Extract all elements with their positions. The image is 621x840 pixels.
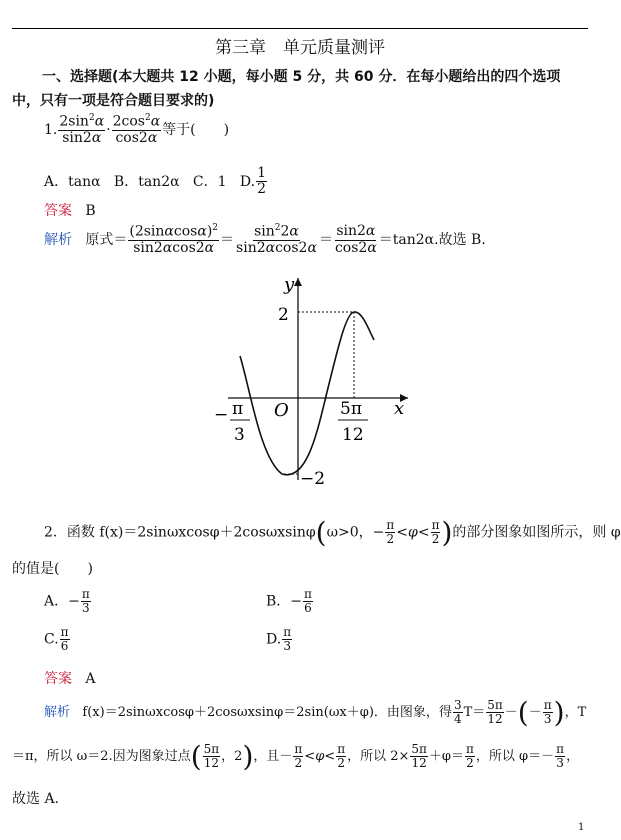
page-number: 1 <box>578 822 585 833</box>
q1-frac-1: $\frac{2\sin^2\alpha}{\sin 2\alpha}$ <box>59 113 105 147</box>
function-graph <box>208 268 422 489</box>
section-heading-line2: 中，只有一项是符合题目要求的) <box>12 93 215 109</box>
y-axis-label: y <box>284 274 295 295</box>
q2-stem-line2: 的值是( ) <box>12 561 93 577</box>
right-tick-num: 5π <box>340 399 362 419</box>
answer-label: 答案 <box>44 203 72 219</box>
analysis-label: 解析 <box>44 232 72 249</box>
answer-value: B <box>85 203 96 219</box>
answer-label: 答案 <box>44 671 72 687</box>
q2-analysis-line3: 故选 A. <box>12 791 60 807</box>
q1-options <box>44 166 268 198</box>
q1-stem: 1. $\frac{2\sin^2\alpha}{\sin 2\alpha}$ · $\frac{2\cos^2\alpha}{\cos 2\alpha}$ 等于( ) <box>44 113 230 147</box>
q2-option-c[interactable]: C. $\frac{\pi}{6}$ <box>44 625 69 654</box>
q2-stem: 2．函数 f(x)＝2sinωxcosφ＋2cosωxsinφ(ω>0，− $\frac{\pi}{2}$ <φ< $\frac{\pi}{2}$ )的部分图象如图所示，则 φ <box>44 516 621 549</box>
analysis-label: 解析 <box>44 705 71 720</box>
y-axis-arrow <box>294 278 302 286</box>
q2-analysis-line1: 解析 f(x)＝2sinωxcosφ＋2cosωxsinφ＝2sin(ωx＋φ)．由图象，得 $\frac{3}{4}$ T＝ $\frac{5\pi}{12}$ －(－ $\frac{\pi}{3}$ )，T <box>44 696 587 729</box>
left-tick-minus: − <box>214 405 229 425</box>
q2-option-d[interactable]: D. $\frac{\pi}{3}$ <box>266 625 292 654</box>
q1-option-c[interactable]: C．1 <box>192 173 227 190</box>
q1-option-d[interactable]: D. $\frac{1}{2}$ <box>239 165 267 198</box>
page-title: 第三章 单元质量测评 <box>215 38 385 58</box>
header-rule <box>12 28 588 29</box>
q2-analysis-line2: ＝π，所以 ω＝2.因为图象过点( $\frac{5\pi}{12}$ ，2)，且－ $\frac{\pi}{2}$ <φ< $\frac{\pi}{2}$ ，所以 2× $\frac{5\pi}{12}$ ＋φ＝ $\frac{\pi}{2}$ ，所以 φ＝－ $\frac{\pi}{3}$ ， <box>12 740 580 773</box>
right-tick-den: 12 <box>342 425 364 445</box>
q2-answer <box>44 668 95 688</box>
q1-option-a[interactable]: A．tanα <box>44 173 101 190</box>
q1-answer <box>44 200 96 220</box>
section-heading-line1: 一、选择题(本大题共 12 小题，每小题 5 分，共 60 分．在每小题给出的四个选项 <box>42 69 561 85</box>
q2-option-a[interactable]: A．− $\frac{\pi}{3}$ <box>44 587 90 616</box>
q1-analysis: 解析 原式＝ $\frac{(2\sin\alpha\cos\alpha)^2}{\sin 2\alpha\cos 2\alpha}$ ＝ $\frac{\sin^22\alpha}{\sin 2\alpha\cos 2\alpha}$ ＝ $\frac{\sin 2\alpha}{\cos 2\alpha}$ ＝tan2α.故选 B. <box>44 223 486 257</box>
q1-option-b[interactable]: B．tan2α <box>113 173 180 190</box>
y-min-label: −2 <box>300 469 326 489</box>
q2-option-b[interactable]: B．− $\frac{\pi}{6}$ <box>266 587 312 616</box>
q1-frac-2: $\frac{2\cos^2\alpha}{\cos 2\alpha}$ <box>112 113 161 147</box>
origin-label: O <box>274 400 289 421</box>
left-tick-den: 3 <box>234 425 245 445</box>
left-tick-num: π <box>232 399 244 419</box>
answer-value: A <box>85 671 96 687</box>
x-axis-label: x <box>394 398 405 419</box>
y-max-label: 2 <box>278 305 289 325</box>
